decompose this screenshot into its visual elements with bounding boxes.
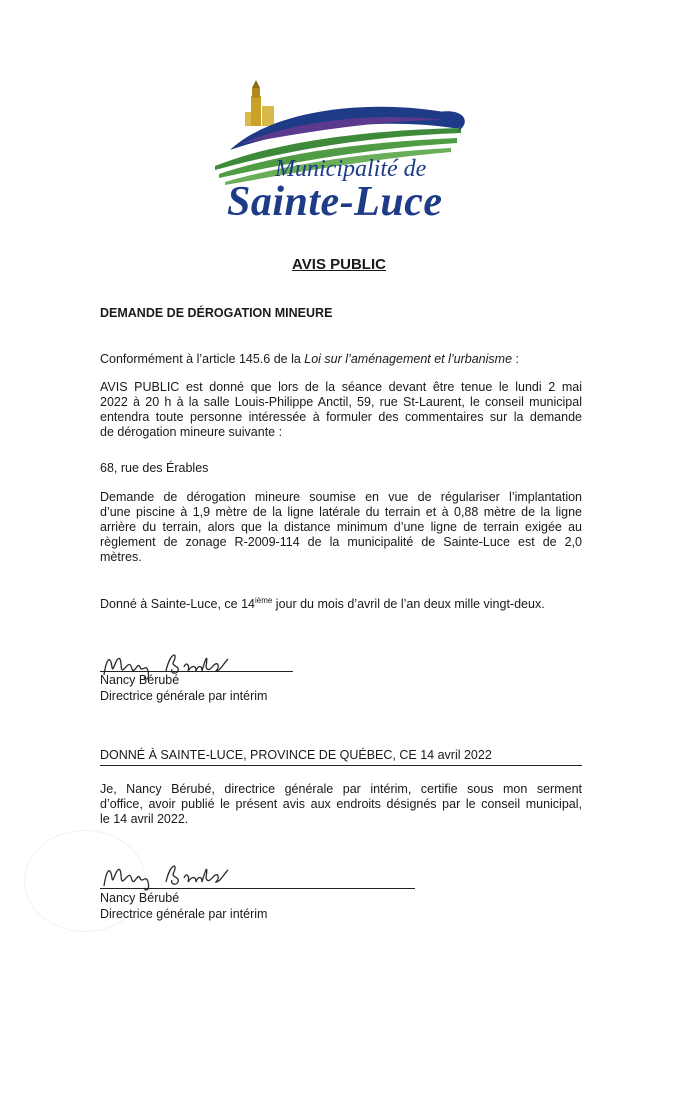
certificate-rule xyxy=(100,765,582,766)
intro-paragraph xyxy=(100,352,582,367)
notice-line: 2022 à 20 h à la salle Louis-Philippe Anctil, 59, rue St-Laurent, le conseil municipal xyxy=(100,395,582,409)
signatory-name: Nancy Bérubé xyxy=(100,891,180,905)
given-prefix: Donné à Sainte-Luce, ce 14 xyxy=(100,597,255,611)
certificate-heading: DONNÉ À SAINTE-LUCE, PROVINCE DE QUÉBEC, CE 14 avril 2022 xyxy=(100,748,492,762)
certificate-line: le 14 avril 2022. xyxy=(100,812,189,826)
notice-paragraph xyxy=(100,380,582,440)
given-paragraph xyxy=(100,597,582,612)
notice-line: entendra toute personne intéressée à formuler des commentaires sur la demande xyxy=(100,410,582,424)
intro-prefix: Conformément à l’article 145.6 de la xyxy=(100,352,305,366)
notice-subject: DEMANDE DE DÉROGATION MINEURE xyxy=(100,306,333,320)
signature-line xyxy=(100,671,293,672)
address: 68, rue des Érables xyxy=(100,461,209,475)
signature-line xyxy=(100,888,415,889)
request-line: arrière du terrain, alors que la distance minimum d’une ligne de terrain exigée au xyxy=(100,520,582,534)
given-sup: ième xyxy=(254,595,273,605)
request-line: mètres. xyxy=(100,550,142,564)
certificate-paragraph xyxy=(100,782,582,827)
signatory-name: Nancy Bérubé xyxy=(100,673,180,687)
certificate-line: Je, Nancy Bérubé, directrice générale par intérim, certifie sous mon serment xyxy=(100,782,582,796)
municipal-logo xyxy=(205,78,475,228)
given-suffix: jour du mois d’avril de l’an deux mille vingt-deux. xyxy=(272,597,545,611)
logo-text-line1: Municipalité de xyxy=(275,156,427,182)
certificate-line: d’office, avoir publié le présent avis aux endroits désignés par le conseil municipal, xyxy=(100,797,582,811)
request-line: Demande de dérogation mineure soumise en vue de régulariser l’implantation xyxy=(100,490,582,504)
notice-line: AVIS PUBLIC est donné que lors de la séance devant être tenue le lundi 2 mai xyxy=(100,380,582,394)
request-line: d’une piscine à 1,9 mètre de la ligne latérale du terrain et à 0,88 mètre de la ligne xyxy=(100,505,582,519)
signatory-role: Directrice générale par intérim xyxy=(100,907,268,921)
request-paragraph xyxy=(100,490,582,565)
signatory-role: Directrice générale par intérim xyxy=(100,689,268,703)
law-title: Loi sur l’aménagement et l’urbanisme xyxy=(304,352,513,366)
intro-suffix: : xyxy=(512,352,519,366)
logo-text-line2: Sainte-Luce xyxy=(227,179,443,225)
request-line: règlement de zonage R-2009-114 de la municipalité de Sainte-Luce est de 2,0 xyxy=(100,535,582,549)
page-title: AVIS PUBLIC xyxy=(292,256,386,273)
notice-line: de dérogation mineure suivante : xyxy=(100,425,283,439)
